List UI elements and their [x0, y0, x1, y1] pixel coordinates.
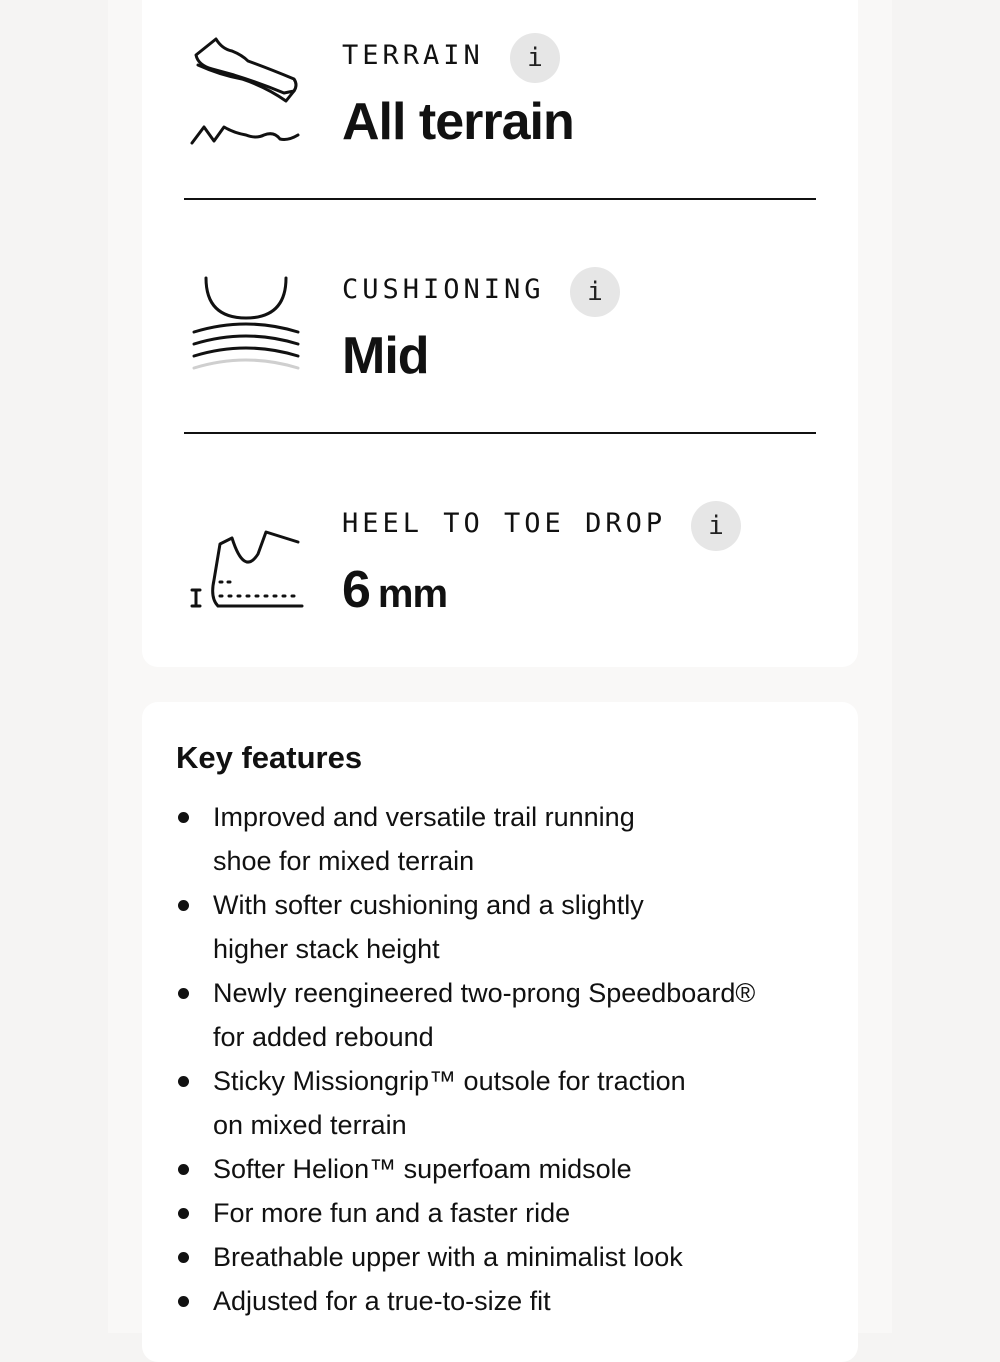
feature-item [176, 1235, 836, 1279]
feature-text: Adjusted for a true-to-size fit [213, 1286, 551, 1316]
shoe-specs-card [142, 0, 858, 667]
heel-toe-drop-icon [190, 516, 306, 612]
spec-divider [184, 198, 816, 200]
shoe-terrain-icon [190, 35, 302, 153]
spec-heel-toe-drop-label: HEEL TO TOE DROP [342, 508, 667, 539]
cushioning-info-button[interactable]: i [570, 267, 620, 317]
feature-item [176, 971, 836, 1059]
spec-heel-toe-drop-value [342, 560, 447, 620]
drop-value-number: 6 [342, 561, 370, 619]
feature-text: With softer cushioning and a slightly higher stack height [213, 890, 644, 964]
cushioning-icon [190, 276, 302, 376]
spec-terrain-value: All terrain [342, 93, 574, 151]
bullet-icon [178, 988, 189, 999]
feature-text: Sticky Missiongrip™ outsole for traction on mixed terrain [213, 1066, 686, 1140]
bullet-icon [178, 812, 189, 823]
key-features-title: Key features [176, 740, 363, 775]
bullet-icon [178, 1208, 189, 1219]
feature-item [176, 883, 836, 971]
spec-divider [184, 432, 816, 434]
key-features-list [176, 795, 836, 1323]
feature-text: Softer Helion™ superfoam midsole [213, 1154, 632, 1184]
bullet-icon [178, 1252, 189, 1263]
bullet-icon [178, 900, 189, 911]
feature-item [176, 1191, 836, 1235]
spec-cushioning-value: Mid [342, 327, 429, 385]
bullet-icon [178, 1076, 189, 1087]
key-features-card [142, 702, 858, 1362]
feature-item [176, 795, 836, 883]
drop-value-unit: mm [377, 572, 448, 616]
feature-text: Improved and versatile trail running shoe for mixed terrain [213, 802, 635, 876]
feature-text: Newly reengineered two-prong Speedboard® for added rebound [213, 978, 756, 1052]
spec-cushioning-label: CUSHIONING [342, 274, 545, 305]
feature-text: For more fun and a faster ride [213, 1198, 571, 1228]
bullet-icon [178, 1296, 189, 1307]
feature-item [176, 1147, 836, 1191]
bullet-icon [178, 1164, 189, 1175]
terrain-info-button[interactable]: i [510, 33, 560, 83]
feature-item [176, 1059, 836, 1147]
spec-terrain-label: TERRAIN [342, 40, 484, 71]
feature-item [176, 1279, 836, 1323]
heel-toe-drop-info-button[interactable]: i [691, 501, 741, 551]
feature-text: Breathable upper with a minimalist look [213, 1242, 683, 1272]
